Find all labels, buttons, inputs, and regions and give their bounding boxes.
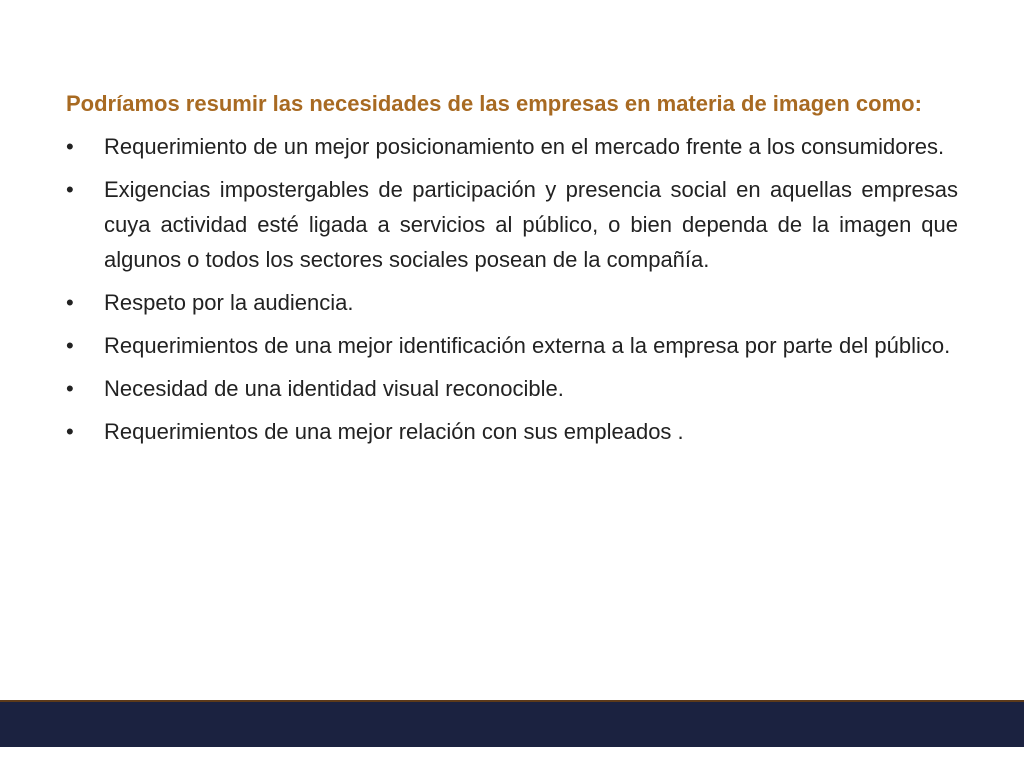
list-item — [66, 371, 958, 406]
bullet-icon: • — [66, 376, 74, 401]
slide-content — [66, 86, 958, 457]
list-item — [66, 414, 958, 449]
bullet-icon: • — [66, 177, 74, 202]
bullet-list — [66, 129, 958, 449]
list-item — [66, 172, 958, 277]
bullet-text: Requerimiento de un mejor posicionamiento en el mercado frente a los consumidores. — [104, 134, 945, 159]
list-item — [66, 129, 958, 164]
slide-intro-heading: Podríamos resumir las necesidades de las empresas en materia de imagen como: — [66, 91, 922, 116]
bullet-icon: • — [66, 419, 74, 444]
list-item — [66, 285, 958, 320]
bullet-text: Necesidad de una identidad visual reconocible. — [104, 376, 564, 401]
footer-bar — [0, 700, 1024, 747]
bullet-text: Exigencias impostergables de participación y presencia social en aquellas empresas cuya actividad esté ligada a servicios al público, o bien dependa de la imagen que algunos o todos los sectores sociales posean de la compañía. — [104, 177, 958, 272]
bullet-text: Requerimientos de una mejor relación con sus empleados . — [104, 419, 684, 444]
bullet-icon: • — [66, 134, 74, 159]
bullet-text: Requerimientos de una mejor identificación externa a la empresa por parte del público. — [104, 333, 951, 358]
bullet-icon: • — [66, 333, 74, 358]
bullet-icon: • — [66, 290, 74, 315]
list-item — [66, 328, 958, 363]
bullet-text: Respeto por la audiencia. — [104, 290, 354, 315]
